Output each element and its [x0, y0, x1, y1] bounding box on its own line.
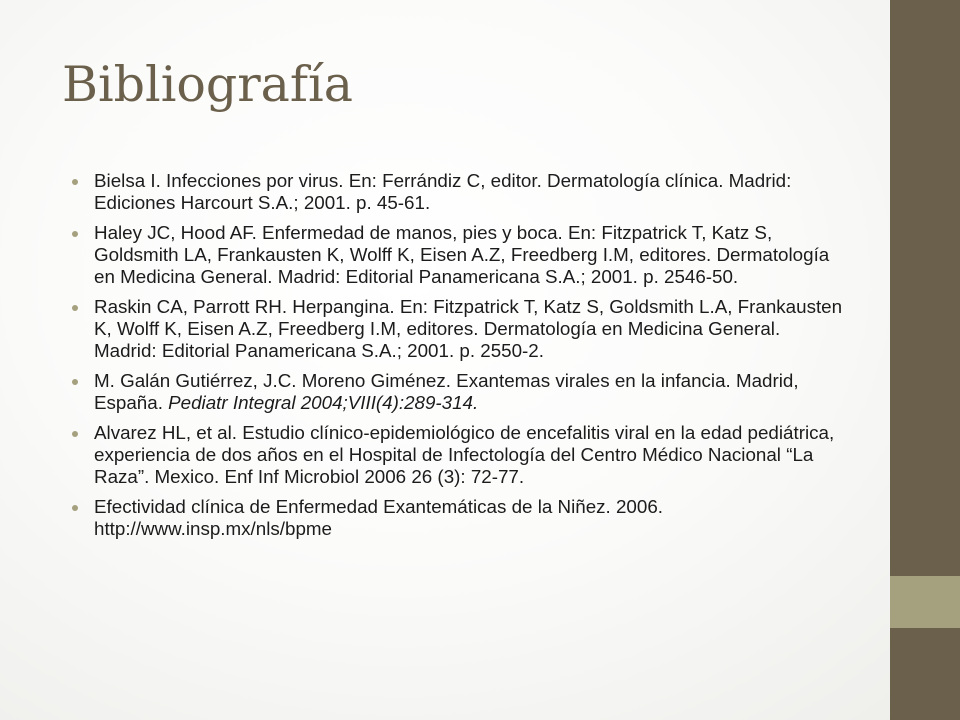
- reference-list: [72, 170, 847, 548]
- bullet-icon: [72, 231, 78, 237]
- bullet-icon: [72, 179, 78, 185]
- bullet-icon: [72, 379, 78, 385]
- bullet-icon: [72, 431, 78, 437]
- reference-item: [72, 296, 847, 362]
- reference-text: Raskin CA, Parrott RH. Herpangina. En: Fitzpatrick T, Katz S, Goldsmith L.A, Frankausten K, Wolff K, Eisen A.Z, Freedberg I.M, editores. Dermatología en Medicina General. Madrid: Editorial Panamericana S.A.; 2001. p. 2550-2.: [94, 296, 843, 361]
- reference-item: [72, 422, 847, 488]
- reference-item: [72, 170, 847, 214]
- bullet-icon: [72, 305, 78, 311]
- reference-text: Bielsa I. Infecciones por virus. En: Ferrándiz C, editor. Dermatología clínica. Madrid: Ediciones Harcourt S.A.; 2001. p. 45-61.: [94, 170, 792, 213]
- side-accent-block: [890, 576, 960, 628]
- bullet-icon: [72, 505, 78, 511]
- reference-item: [72, 496, 847, 540]
- reference-text: Efectividad clínica de Enfermedad Exantemáticas de la Niñez. 2006. http://www.insp.mx/nls/bpme: [94, 496, 663, 539]
- slide-title: Bibliografía: [62, 56, 353, 113]
- reference-item: [72, 370, 847, 414]
- reference-journal-citation: Pediatr Integral 2004;VIII(4):289-314.: [168, 392, 479, 413]
- reference-text: Haley JC, Hood AF. Enfermedad de manos, pies y boca. En: Fitzpatrick T, Katz S, Goldsmith LA, Frankausten K, Wolff K, Eisen A.Z, Freedberg I.M, editores. Dermatología en Medicina General. Madrid: Editorial Panamericana S.A.; 2001. p. 2546-50.: [94, 222, 830, 287]
- reference-text: M. Galán Gutiérrez, J.C. Moreno Giménez. Exantemas virales en la infancia. Madrid, España.: [94, 370, 799, 413]
- reference-text: Alvarez HL, et al. Estudio clínico-epidemiológico de encefalitis viral en la edad pediátrica, experiencia de dos años en el Hospital de Infectología del Centro Médico Nacional “La Raza”. Mexico. Enf Inf Microbiol 2006 26 (3): 72-77.: [94, 422, 835, 487]
- reference-item: [72, 222, 847, 288]
